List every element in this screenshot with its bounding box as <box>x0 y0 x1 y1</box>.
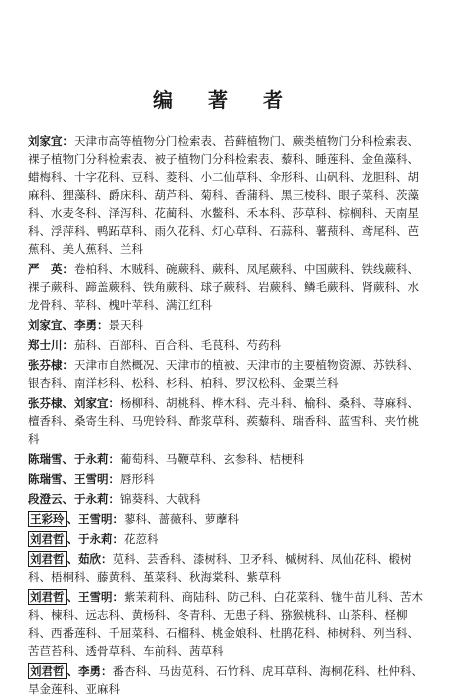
name-separator: 、 <box>66 552 78 566</box>
name-colon: ： <box>62 262 74 276</box>
name-separator: 、 <box>62 396 74 410</box>
authored-sections: 葡萄科、马鞭草科、玄参科、桔梗科 <box>120 452 304 466</box>
author-entry <box>28 316 428 334</box>
author-entry <box>28 588 428 660</box>
author-name: 刘家宜 <box>28 134 63 148</box>
author-entry <box>28 450 428 468</box>
authored-sections: 天津市自然概况、天津市的植被、天津市的主要植物资源、苏铁科、银杏科、南洋杉科、松科、杉科、柏科、罗汉松科、金粟兰科 <box>28 358 419 390</box>
name-separator: 、 <box>66 532 78 546</box>
page-title: 编 著 者 <box>153 88 297 112</box>
author-entry <box>28 490 428 508</box>
name-colon: ： <box>108 492 120 506</box>
authored-sections: 杨柳科、胡桃科、桦木科、壳斗科、榆科、桑科、荨麻科、檀香科、桑寄生科、马兜铃科、酢浆草科、蒺藜科、瑞香科、蓝雪科、夹竹桃科 <box>28 396 419 446</box>
author-name: 陈瑞雪 <box>28 472 63 486</box>
name-separator: 、 <box>62 492 74 506</box>
author-entry <box>28 132 428 258</box>
author-name: 张芬棣 <box>28 396 63 410</box>
author-name: 于永莉 <box>74 492 109 506</box>
authored-sections: 花荵科 <box>124 532 159 546</box>
name-separator: 、 <box>66 664 78 678</box>
name-colon: ： <box>62 358 74 372</box>
author-name: 王雪明 <box>78 590 113 604</box>
author-entry <box>28 394 428 448</box>
author-entry <box>28 550 428 586</box>
authored-sections: 景天科 <box>108 318 143 332</box>
author-name: 李勇 <box>78 664 101 678</box>
author-name: 严 英 <box>28 262 63 276</box>
author-name: 王雪明 <box>74 472 109 486</box>
name-colon: ： <box>101 552 113 566</box>
authored-sections: 锦葵科、大戟科 <box>120 492 201 506</box>
authored-sections: 苋科、芸香科、漆树科、卫矛科、槭树科、凤仙花科、椴树科、梧桐科、藤黄科、堇菜科、秋海棠科、紫草科 <box>28 552 412 584</box>
authored-sections: 茄科、百部科、百合科、毛茛科、芍药科 <box>74 338 281 352</box>
author-entry <box>28 530 428 548</box>
author-name: 于永莉 <box>78 532 113 546</box>
author-name: 于永莉 <box>74 452 109 466</box>
name-colon: ： <box>108 396 120 410</box>
author-name: 王彩玲 <box>30 512 65 526</box>
name-colon: ： <box>112 512 124 526</box>
author-name: 茹欣 <box>78 552 101 566</box>
authored-sections: 蓼科、蔷薇科、萝藦科 <box>124 512 239 526</box>
name-colon: ： <box>101 664 113 678</box>
name-separator: 、 <box>62 472 74 486</box>
author-name: 刘君哲 <box>30 590 65 604</box>
authored-sections: 唇形科 <box>120 472 155 486</box>
author-name: 刘家宜 <box>28 318 63 332</box>
name-separator: 、 <box>66 512 78 526</box>
author-entry <box>28 510 428 528</box>
name-colon: ： <box>62 338 74 352</box>
name-separator: 、 <box>62 318 74 332</box>
name-colon: ： <box>108 452 120 466</box>
author-name: 刘君哲 <box>30 552 65 566</box>
name-separator: 、 <box>66 590 78 604</box>
authored-sections: 番杏科、马齿苋科、石竹科、虎耳草科、海桐花科、杜仲科、旱金莲科、亚麻科 <box>28 664 423 696</box>
name-separator: 、 <box>62 452 74 466</box>
author-name: 郑士川 <box>28 338 63 352</box>
author-name: 张芬棣 <box>28 358 63 372</box>
author-entry <box>28 356 428 392</box>
author-name: 刘君哲 <box>30 532 65 546</box>
author-name: 刘君哲 <box>30 664 65 678</box>
author-entry <box>28 336 428 354</box>
name-colon: ： <box>112 590 124 604</box>
name-colon: ： <box>108 472 120 486</box>
author-list <box>28 132 428 700</box>
name-colon: ： <box>62 134 74 148</box>
authored-sections: 紫茉莉科、商陆科、防己科、白花菜科、牻牛苗儿科、苦木科、楝科、远志科、黄杨科、冬青科、无患子科、猕猴桃科、山茶科、柽柳科、西番莲科、千屈菜科、石榴科、桃金娘科、杜鹃花科、柿树科、列当科、苦苣苔科、透骨草科、车前科、茜草科 <box>28 590 423 658</box>
name-colon: ： <box>97 318 109 332</box>
authored-sections: 卷柏科、木贼科、碗蕨科、蕨科、凤尾蕨科、中国蕨科、铁线蕨科、裸子蕨科、蹄盖蕨科、铁角蕨科、球子蕨科、岩蕨科、鳞毛蕨科、肾蕨科、水龙骨科、苹科、槐叶苹科、满江红科 <box>28 262 419 312</box>
author-name: 段澄云 <box>28 492 63 506</box>
author-name: 刘家宜 <box>74 396 109 410</box>
author-entry <box>28 662 428 698</box>
author-name: 陈瑞雪 <box>28 452 63 466</box>
authored-sections: 天津市高等植物分门检索表、苔藓植物门、蕨类植物门分科检索表、裸子植物门分科检索表、被子植物门分科检索表、藜科、睡莲科、金鱼藻科、蜡梅科、十字花科、豆科、菱科、小二仙草科、伞形科、山矾科、龙胆科、胡麻科、狸藻科、爵床科、葫芦科、菊科、香蒲科、黑三棱科、眼子菜科、茨藻科、水麦冬科、泽泻科、花蔺科、水鳖科、禾本科、莎草科、棕榈科、天南星科、浮萍科、鸭跖草科、雨久花科、灯心草科、石蒜科、薯蓣科、鸢尾科、芭蕉科、美人蕉科、兰科 <box>28 134 419 256</box>
author-name: 李勇 <box>74 318 97 332</box>
author-entry <box>28 470 428 488</box>
name-colon: ： <box>112 532 124 546</box>
author-entry <box>28 260 428 314</box>
author-name: 王雪明 <box>78 512 113 526</box>
